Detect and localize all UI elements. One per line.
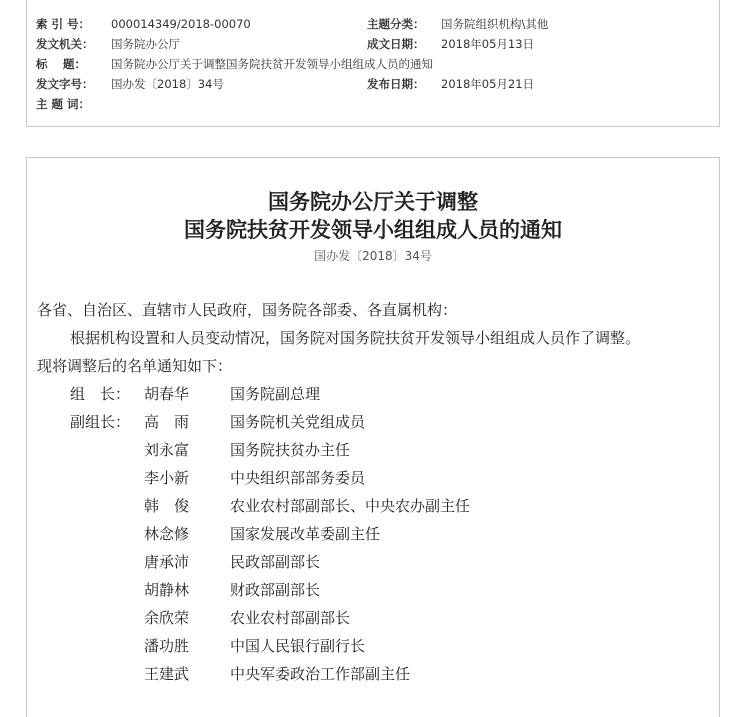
- docnum-value: 国办发〔2018〕34号: [111, 77, 224, 91]
- member-row: [70, 663, 690, 685]
- doc-title-line2: 国务院扶贫开发领导小组组成人员的通知: [184, 217, 562, 242]
- date-value: 2018年05月13日: [441, 37, 535, 51]
- title-label: 标 题：: [36, 57, 87, 71]
- member-name: 林念修: [144, 525, 190, 543]
- metadata-panel: [26, 0, 720, 127]
- member-name: 李小新: [144, 469, 190, 487]
- member-role: 组 长：: [70, 385, 131, 403]
- category-label: 主题分类：: [367, 17, 425, 31]
- document-panel: [26, 157, 720, 717]
- meta-row-index: [27, 14, 719, 34]
- publish-value: 2018年05月21日: [441, 77, 535, 91]
- member-row: [70, 635, 690, 657]
- member-row: [70, 523, 690, 545]
- subject-label: 主 题 词：: [36, 97, 91, 111]
- meta-row-issuer: [27, 34, 719, 54]
- body-paragraph: 根据机构设置和人员变动情况，国务院对国务院扶贫开发领导小组组成人员作了调整。: [70, 329, 641, 347]
- member-row: [70, 579, 690, 601]
- publish-label: 发布日期：: [367, 77, 425, 91]
- member-name: 韩 俊: [144, 497, 190, 515]
- meta-row-title: [27, 54, 719, 74]
- docnum-label: 发文字号：: [36, 77, 94, 91]
- member-row: [70, 607, 690, 629]
- member-position: 农业农村部副部长: [230, 609, 351, 627]
- member-position: 中国人民银行副行长: [230, 637, 366, 655]
- member-name: 胡静林: [144, 581, 190, 599]
- member-position: 国务院副总理: [230, 385, 321, 403]
- doc-number: 国办发〔2018〕34号: [314, 249, 432, 263]
- member-position: 财政部副部长: [230, 581, 321, 599]
- index-value: 000014349/2018-00070: [111, 17, 251, 31]
- member-position: 中央军委政治工作部副主任: [230, 665, 411, 683]
- body-paragraph-cont: 现将调整后的名单通知如下：: [37, 357, 233, 375]
- meta-row-subject: [27, 94, 719, 114]
- member-row: [70, 439, 690, 461]
- member-name: 余欣荣: [144, 609, 190, 627]
- member-name: 刘永富: [144, 441, 190, 459]
- member-position: 国务院扶贫办主任: [230, 441, 351, 459]
- member-position: 中央组织部部务委员: [230, 469, 366, 487]
- meta-row-docnum: [27, 74, 719, 94]
- member-name: 唐承沛: [144, 553, 190, 571]
- member-position: 国家发展改革委副主任: [230, 525, 381, 543]
- member-name: 潘功胜: [144, 637, 190, 655]
- member-position: 农业农村部副部长、中央农办副主任: [230, 497, 471, 515]
- issuer-label: 发文机关：: [36, 37, 94, 51]
- member-name: 高 雨: [144, 413, 190, 431]
- member-position: 民政部副部长: [230, 553, 321, 571]
- salutation: 各省、自治区、直辖市人民政府，国务院各部委、各直属机构：: [37, 301, 458, 319]
- member-row: [70, 551, 690, 573]
- member-row: [70, 383, 690, 405]
- date-label: 成文日期：: [367, 37, 425, 51]
- category-value: 国务院组织机构\其他: [441, 17, 549, 31]
- member-row: [70, 495, 690, 517]
- member-role: 副组长：: [70, 413, 131, 431]
- member-name: 胡春华: [144, 385, 190, 403]
- index-label: 索 引 号：: [36, 17, 91, 31]
- member-position: 国务院机关党组成员: [230, 413, 366, 431]
- member-name: 王建武: [144, 665, 190, 683]
- title-value: 国务院办公厅关于调整国务院扶贫开发领导小组组成人员的通知: [111, 57, 433, 71]
- doc-title-line1: 国务院办公厅关于调整: [268, 189, 478, 214]
- member-row: [70, 467, 690, 489]
- member-row: [70, 411, 690, 433]
- issuer-value: 国务院办公厅: [111, 37, 180, 51]
